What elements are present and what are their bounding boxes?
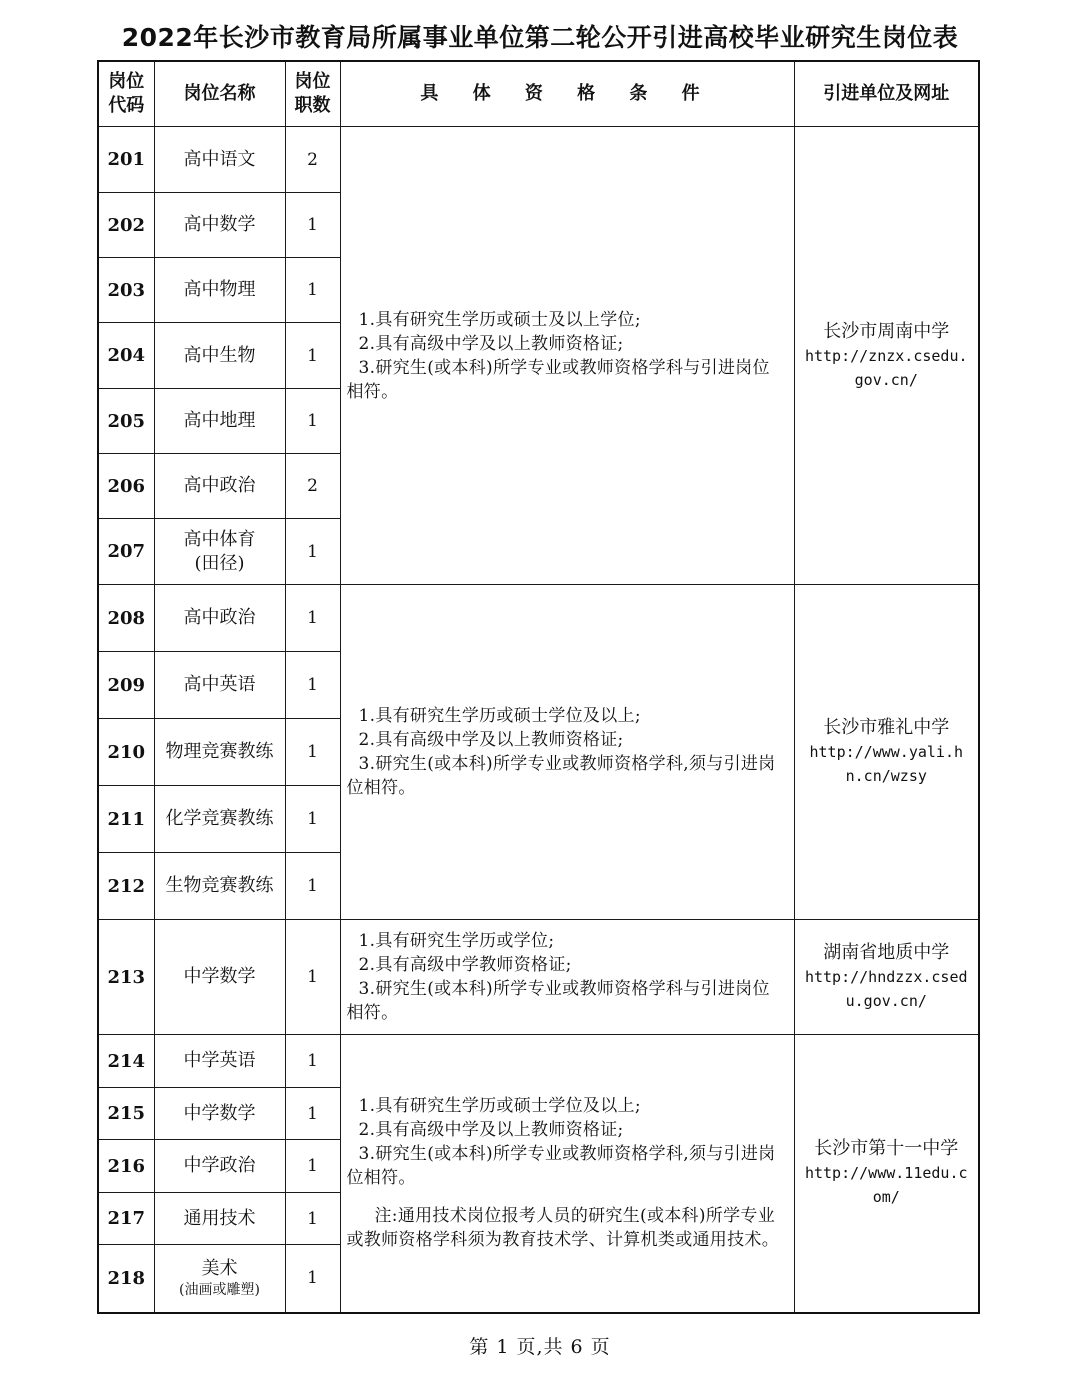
position-name: [154, 193, 285, 258]
position-code: 214: [98, 1035, 154, 1088]
unit-url[interactable]: http://www.yali.hn.cn/wzsy: [809, 743, 964, 785]
position-count: 1: [285, 652, 340, 719]
position-name: [154, 585, 285, 652]
condition-item: 2.具有高级中学及以上教师资格证;: [358, 1120, 624, 1141]
position-name-text: 中学数学: [183, 966, 256, 987]
position-code: 208: [98, 585, 154, 652]
condition-item: 2.具有高级中学教师资格证;: [358, 955, 572, 975]
unit-name: 长沙市第十一中学: [814, 1138, 959, 1160]
unit-cell: [794, 127, 979, 585]
position-name-text: 生物竞赛教练: [165, 875, 274, 896]
condition-item: 1.具有研究生学历或硕士学位及以上;: [358, 1096, 641, 1117]
unit-cell: [794, 920, 979, 1035]
position-count: 1: [285, 786, 340, 853]
unit-url[interactable]: http://znzx.csedu.gov.cn/: [804, 346, 968, 389]
position-name: [154, 719, 285, 786]
position-name-sub: (田径): [194, 552, 245, 574]
header-row: [98, 61, 979, 127]
position-code: 207: [98, 519, 154, 585]
position-count: 1: [285, 719, 340, 786]
position-count: 1: [285, 323, 340, 389]
table-row: [98, 585, 979, 652]
position-code: 204: [98, 323, 154, 389]
position-count: 1: [285, 585, 340, 652]
position-count: 1: [285, 853, 340, 920]
position-name: [154, 454, 285, 519]
position-code: 213: [98, 920, 154, 1035]
position-name-text: 高中体育: [183, 528, 256, 550]
conditions-cell: [340, 920, 794, 1035]
position-name: [154, 920, 285, 1035]
position-count: 1: [285, 1140, 340, 1193]
position-count: 1: [285, 1088, 340, 1140]
condition-item: 2.具有高级中学及以上教师资格证;: [358, 730, 624, 750]
condition-item: 2.具有高级中学及以上教师资格证;: [358, 333, 624, 354]
position-code: 209: [98, 652, 154, 719]
position-name-text: 高中政治: [183, 475, 256, 496]
position-name-text: 高中物理: [183, 279, 256, 300]
position-name-sub: (油画或雕塑): [179, 1282, 260, 1299]
position-name: [154, 1140, 285, 1193]
condition-item: 1.具有研究生学历或硕士及以上学位;: [358, 309, 641, 330]
header-code: 岗位代码: [98, 61, 154, 127]
position-count: 1: [285, 1035, 340, 1088]
position-code: 202: [98, 193, 154, 258]
position-name-text: 高中语文: [183, 148, 256, 170]
position-count: 1: [285, 920, 340, 1035]
position-name-text: 中学政治: [183, 1155, 256, 1176]
table-row: [98, 1035, 979, 1088]
position-count: 2: [285, 127, 340, 193]
unit-cell: [794, 1035, 979, 1313]
condition-item: 3.研究生(或本科)所学专业或教师资格学科,须与引进岗位相符。: [346, 754, 776, 798]
position-count: 1: [285, 389, 340, 454]
position-code: 210: [98, 719, 154, 786]
unit-cell: [794, 585, 979, 920]
unit-name: 长沙市雅礼中学: [823, 717, 950, 738]
position-name-text: 中学数学: [183, 1102, 256, 1124]
condition-note: 注:通用技术岗位报考人员的研究生(或本科)所学专业或教师资格学科须为教育技术学、计算机类或通用技术。: [346, 1206, 779, 1251]
page-footer: 第 1 页,共 6 页: [469, 1336, 611, 1358]
position-count: 1: [285, 519, 340, 585]
position-name-text: 中学英语: [183, 1050, 256, 1071]
position-name-text: 高中数学: [183, 214, 256, 235]
position-name: [154, 853, 285, 920]
header-conditions: 具 体 资 格 条 件: [340, 61, 794, 127]
position-count: 1: [285, 1245, 340, 1313]
position-name: [154, 652, 285, 719]
position-name-text: 化学竞赛教练: [165, 808, 274, 829]
positions-table: [97, 60, 980, 1314]
position-count: 1: [285, 1193, 340, 1245]
condition-item: 1.具有研究生学历或硕士学位及以上;: [358, 706, 641, 726]
position-name-text: 高中生物: [183, 344, 256, 366]
table-row: [98, 127, 979, 193]
position-name: [154, 1035, 285, 1088]
position-code: 206: [98, 454, 154, 519]
position-name-text: 高中政治: [183, 607, 256, 628]
position-code: 216: [98, 1140, 154, 1193]
page-title: 2022年长沙市教育局所属事业单位第二轮公开引进高校毕业研究生岗位表: [121, 23, 959, 52]
unit-name: 湖南省地质中学: [823, 942, 950, 963]
position-name: [154, 323, 285, 389]
position-name-text: 物理竞赛教练: [165, 741, 274, 762]
position-name: [154, 519, 285, 585]
conditions-cell: [340, 585, 794, 920]
position-code: 215: [98, 1088, 154, 1140]
position-name: [154, 389, 285, 454]
position-code: 203: [98, 258, 154, 323]
unit-name: 长沙市周南中学: [823, 320, 950, 342]
position-name: [154, 786, 285, 853]
position-name: [154, 1193, 285, 1245]
conditions-cell: [340, 1035, 794, 1313]
position-code: 201: [98, 127, 154, 193]
unit-url[interactable]: http://www.11edu.com/: [804, 1164, 968, 1207]
conditions-cell: [340, 127, 794, 585]
position-code: 212: [98, 853, 154, 920]
position-count: 1: [285, 258, 340, 323]
table-row: [98, 920, 979, 1035]
position-count: 1: [285, 193, 340, 258]
condition-item: 3.研究生(或本科)所学专业或教师资格学科与引进岗位相符。: [346, 979, 770, 1023]
header-count: 岗位职数: [285, 61, 340, 127]
position-count: 2: [285, 454, 340, 519]
position-code: 218: [98, 1245, 154, 1313]
unit-url[interactable]: http://hndzzx.csedu.gov.cn/: [804, 968, 968, 1010]
position-name-text: 高中英语: [183, 674, 256, 695]
position-code: 217: [98, 1193, 154, 1245]
condition-item: 3.研究生(或本科)所学专业或教师资格学科,须与引进岗位相符。: [346, 1144, 776, 1189]
position-name: [154, 1088, 285, 1140]
position-code: 211: [98, 786, 154, 853]
position-name: [154, 258, 285, 323]
position-name: [154, 127, 285, 193]
header-name: 岗位名称: [154, 61, 285, 127]
position-name-text: 高中地理: [183, 410, 256, 431]
position-code: 205: [98, 389, 154, 454]
condition-item: 3.研究生(或本科)所学专业或教师资格学科与引进岗位相符。: [346, 357, 770, 402]
condition-item: 1.具有研究生学历或学位;: [358, 931, 555, 951]
position-name: [154, 1245, 285, 1313]
header-unit: 引进单位及网址: [794, 61, 979, 127]
position-name-text: 美术: [201, 1258, 238, 1280]
position-name-text: 通用技术: [183, 1207, 256, 1229]
